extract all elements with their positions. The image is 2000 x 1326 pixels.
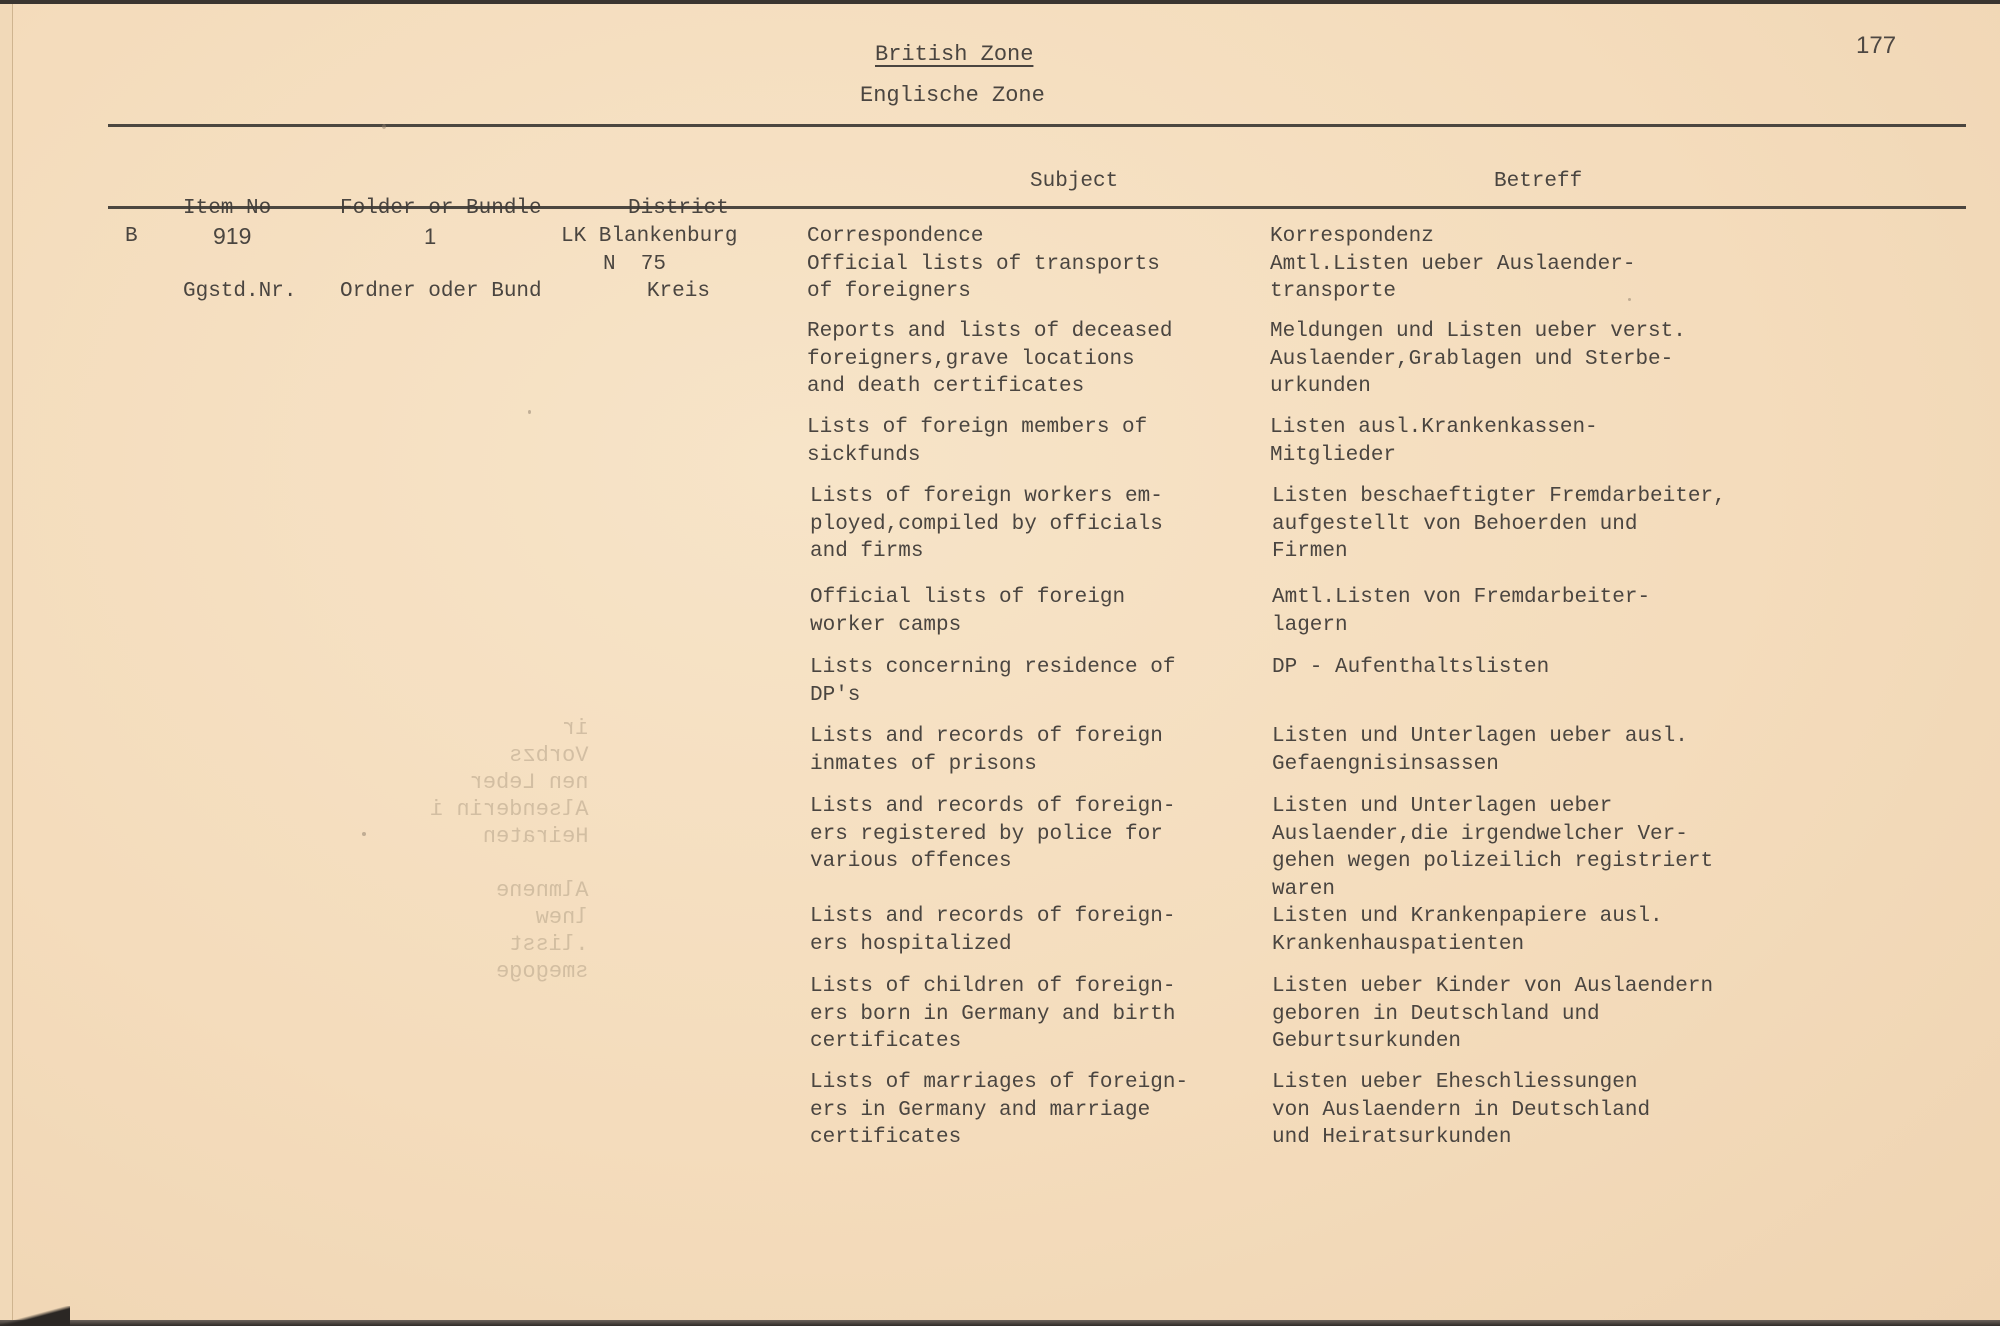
header-betreff: Betreff — [1494, 170, 1583, 193]
entry-subject: Lists of children of foreign- ers born in Germany and birth certificates — [810, 975, 1176, 1053]
paper-speck — [362, 832, 366, 836]
entry-subject: Correspondence Official lists of transports of foreigners — [807, 225, 1160, 303]
entry-subject: Lists of foreign workers em- ployed,compiled by officials and firms — [810, 485, 1163, 563]
record-letter: B — [125, 225, 138, 248]
entry-betreff: Meldungen und Listen ueber verst. Auslaender,Grablagen und Sterbe- urkunden — [1270, 320, 1686, 398]
entry-subject: Lists of marriages of foreign- ers in Germany and marriage certificates — [810, 1071, 1189, 1149]
binding-edge — [0, 4, 13, 1320]
entry-subject: Lists concerning residence of DP's — [810, 656, 1176, 707]
entry-betreff: Korrespondenz Amtl.Listen ueber Auslaender- transporte — [1270, 225, 1636, 303]
entry-betreff: Amtl.Listen von Fremdarbeiter- lagern — [1272, 586, 1651, 637]
record-item-no: 919 — [213, 223, 252, 249]
entry-subject: Lists and records of foreign- ers hospitalized — [810, 905, 1176, 956]
page-title: British Zone — [875, 42, 1034, 67]
entry-betreff: Listen und Krankenpapiere ausl. Krankenhauspatienten — [1272, 905, 1663, 956]
entry-subject: Lists and records of foreign inmates of prisons — [810, 725, 1163, 776]
header-item-no-de: Ggstd.Nr. — [183, 279, 297, 303]
entry-betreff: Listen und Unterlagen ueber ausl. Gefaengnisinsassen — [1272, 725, 1688, 776]
entry-betreff: Listen ueber Kinder von Auslaendern geboren in Deutschland und Geburtsurkunden — [1272, 975, 1714, 1053]
page-subtitle: Englische Zone — [860, 83, 1045, 108]
header-top-rule — [108, 124, 1966, 127]
entry-subject: Lists and records of foreign- ers registered by police for various offences — [810, 795, 1176, 873]
header-district-de: Kreis — [646, 279, 710, 303]
paper-speck — [382, 124, 386, 129]
entry-subject: Reports and lists of deceased foreigners,grave locations and death certificates — [807, 320, 1173, 398]
paper-speck — [1628, 298, 1631, 301]
scan-bottom-edge — [0, 1320, 2000, 1326]
header-subject: Subject — [1030, 170, 1119, 193]
scan-top-edge — [0, 0, 2000, 4]
entry-betreff: Listen beschaeftigter Fremdarbeiter, aufgestellt von Behoerden und Firmen — [1272, 485, 1726, 563]
record-district-code: N 75 — [603, 253, 667, 276]
header-bottom-rule — [108, 206, 1966, 209]
entry-subject: Official lists of foreign worker camps — [810, 586, 1126, 637]
entry-betreff: Listen ausl.Krankenkassen- Mitglieder — [1270, 416, 1598, 467]
entry-betreff: Listen ueber Eheschliessungen von Auslaendern in Deutschland und Heiratsurkunden — [1272, 1071, 1651, 1149]
bleed-through-text: ir Vorbzs nen Leber Alsenderin i Heiraten Almnene lnew .lisst smegoge — [430, 716, 589, 984]
record-district: LK Blankenburg — [561, 225, 738, 248]
record-folder: 1 — [424, 224, 437, 249]
paper-speck — [528, 410, 531, 414]
entry-subject: Lists of foreign members of sickfunds — [807, 416, 1148, 467]
entry-betreff: Listen und Unterlagen ueber Auslaender,die irgendwelcher Ver- gehen wegen polizeilich registriert waren — [1272, 795, 1714, 901]
page-corner-shadow — [0, 1306, 70, 1326]
entry-betreff: DP - Aufenthaltslisten — [1272, 656, 1550, 679]
page-number: 177 — [1856, 32, 1897, 59]
header-folder — [340, 140, 542, 360]
header-folder-de: Ordner oder Bund — [340, 279, 542, 303]
